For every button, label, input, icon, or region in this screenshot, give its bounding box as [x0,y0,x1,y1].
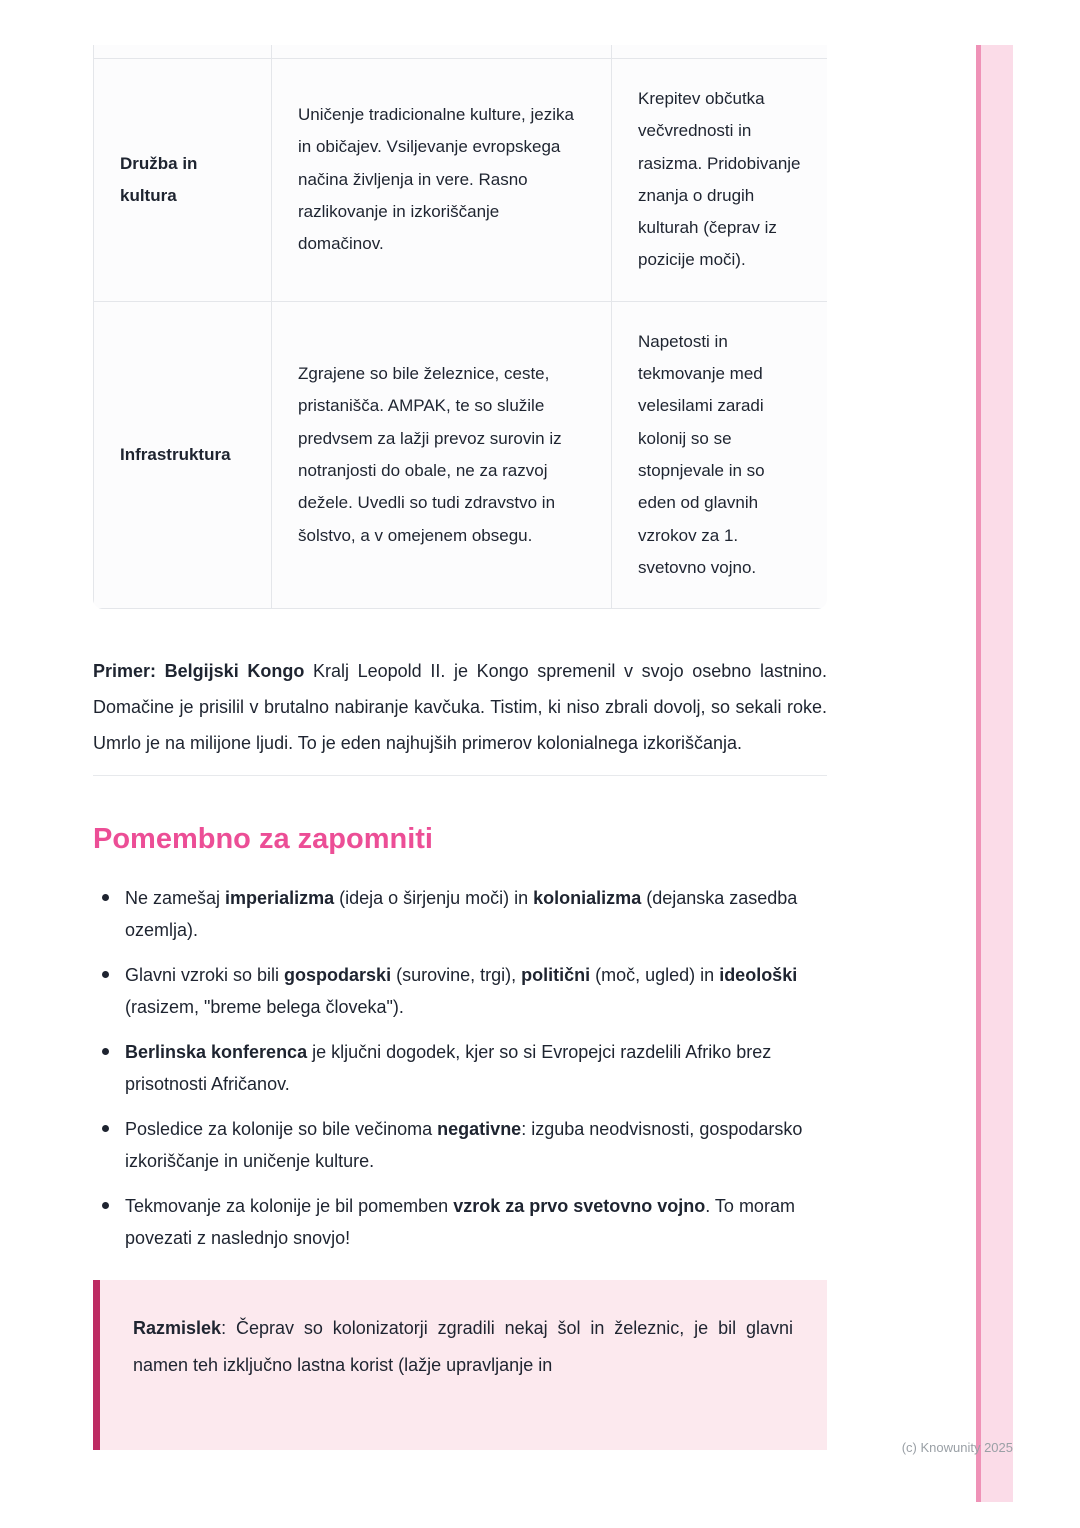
text-segment: (ideja o širjenju moči) in [334,888,534,909]
text-segment: negativne [437,1119,522,1140]
table-row [94,301,828,608]
table-cell-consequence: Napetosti in tekmovanje med velesilami zaradi kolonij so se stopnjevale in so eden od glavnih vzrokov za 1. svetovno vojno. [612,301,828,608]
text-segment: politični [521,965,591,986]
stripe-accent-band [981,45,1013,1502]
text-segment: gospodarski [284,965,392,986]
list-item [93,1190,827,1254]
list-item [93,1113,827,1177]
section-heading: Pomembno za zapomniti [93,823,433,856]
table-cell-category: Infrastruktura [94,301,272,608]
list-item-text [125,1042,771,1094]
list-item-text [125,1119,802,1171]
list-item-text [125,965,797,1017]
text-segment: : Čeprav so kolonizatorji zgradili nekaj šol in železnic, je bil glavni namen teh izključno lastna korist (lažje upravljanje in [133,1318,793,1376]
text-segment: . To moram povezati z naslednjo snovjo! [125,1196,795,1249]
text-segment: Primer: Belgijski Kongo [93,661,305,682]
table-row-clipped [94,45,828,59]
text-segment: (surovine, trgi), [391,965,522,986]
text-segment: kolonializma [533,888,642,909]
table-cell-description: Zgrajene so bile železnice, ceste, pristanišča. AMPAK, te so služile predvsem za lažji prevoz surovin iz notranjosti do obale, ne za razvoj dežele. Uvedli so tudi zdravstvo in šolstvo, a v omejenem obsegu. [272,301,612,608]
callout-text [133,1310,793,1384]
bullet-icon [102,1125,109,1132]
text-segment: ideološki [719,965,798,986]
text-segment: (rasizem, "breme belega človeka"). [125,997,404,1018]
table-cell-clipped [612,45,828,59]
text-segment: Berlinska konferenca [125,1042,308,1063]
table-row [94,59,828,302]
bullet-icon [102,971,109,978]
bullet-icon [102,894,109,901]
table [93,45,827,609]
text-segment: Razmislek [133,1318,222,1339]
footer-credit: (c) Knowunity 2025 [901,1440,1013,1455]
list-item-text [125,1196,795,1248]
bullet-icon [102,1048,109,1055]
table-cell-clipped [272,45,612,59]
text-segment: Ne zamešaj [125,888,226,909]
table-cell-description: Uničenje tradicionalne kulture, jezika in običajev. Vsiljevanje evropskega načina življenja in vere. Rasno razlikovanje in izkoriščanje domačinov. [272,59,612,302]
text-segment: Posledice za kolonije so bile večinoma [125,1119,438,1140]
page-content [93,45,827,1450]
consequences-table [93,45,827,609]
text-segment: vzrok za prvo svetovno vojno [453,1196,706,1217]
callout-box [93,1280,827,1450]
text-segment: je ključni dogodek, kjer so si Evropejci razdelili Afriko brez prisotnosti Afričanov. [125,1042,772,1095]
text-segment: Glavni vzroki so bili [125,965,285,986]
key-points-list [93,882,827,1254]
list-item [93,959,827,1023]
table-cell-consequence: Krepitev občutka večvrednosti in rasizma. Pridobivanje znanja o drugih kulturah (čeprav iz pozicije moči). [612,59,828,302]
example-paragraph [93,653,827,761]
text-segment: (moč, ugled) in [590,965,720,986]
table-cell-clipped [94,45,272,59]
bullet-icon [102,1202,109,1209]
text-segment: : izguba neodvisnosti, gospodarsko izkoriščanje in uničenje kulture. [125,1119,803,1172]
list-item [93,882,827,946]
page-accent-stripe [976,45,1013,1502]
text-segment: imperializma [225,888,335,909]
text-segment: (dejanska zasedba ozemlja). [125,888,798,941]
text-segment: Tekmovanje za kolonije je bil pomemben [125,1196,454,1217]
table-cell-category: Družba in kultura [94,59,272,302]
list-item-text [125,888,797,940]
text-segment: Kralj Leopold II. je Kongo spremenil v svojo osebno lastnino. Domačine je prisilil v brutalno nabiranje kavčuka. Tistim, ki niso zbrali dovolj, so sekali roke. Umrlo je na milijone ljudi. To je eden najhujših primerov kolonialnega izkoriščanja. [93,661,827,754]
section-divider [93,775,827,776]
list-item [93,1036,827,1100]
